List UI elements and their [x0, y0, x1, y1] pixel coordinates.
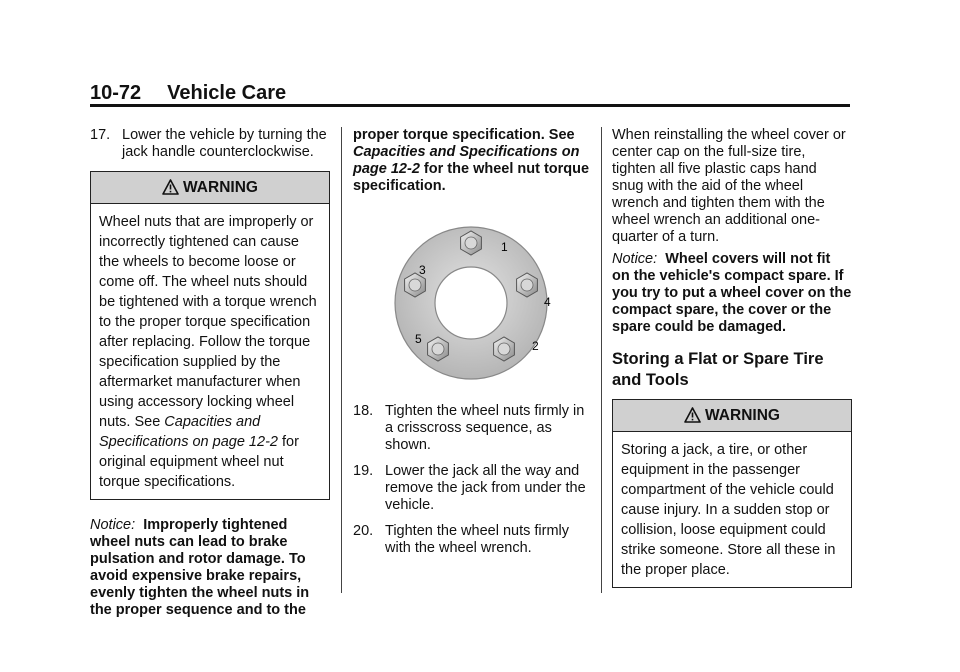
- cross-reference-link[interactable]: Capacities and Specifications on page 12-2: [99, 414, 278, 450]
- notice-text: Improperly tightened wheel nuts can lead to brake pulsation and rotor damage. To avoid expensive brake repairs, evenly tighten the wheel nuts in the proper sequence and to the: [90, 517, 310, 618]
- warning-triangle-icon: [162, 179, 179, 195]
- wheel-cover-paragraph: When reinstalling the wheel cover or center cap on the full-size tire, tighten all five plastic caps hand snug with the aid of the wheel wrench and tighten them with the wheel wrench an additional one-quarter of a turn.: [612, 127, 846, 245]
- step-19: [353, 463, 593, 514]
- lug-nut-center: [432, 343, 444, 355]
- lug-label-4: 4: [544, 295, 551, 309]
- warning-title: WARNING: [183, 179, 258, 196]
- lug-label-5: 5: [415, 332, 422, 346]
- warning-header: [613, 400, 851, 432]
- step-number: 18.: [353, 403, 374, 419]
- warning-text-end: for original equipment wheel nut torque specifications.: [99, 434, 299, 490]
- lug-nut-center: [409, 279, 421, 291]
- lug-label-1: 1: [501, 240, 508, 254]
- page-number: 10-72: [90, 82, 142, 104]
- notice-label: Notice:: [612, 251, 658, 267]
- column-divider: [341, 127, 342, 593]
- warning-box: [612, 399, 852, 588]
- warning-text: Wheel nuts that are improperly or incorrectly tightened can cause the wheels to become loose or come off. The wheel nuts should be tightened with a torque wrench to the proper torque specification after replacing. Follow the torque specification supplied by the aftermarket manufacturer when using accessory locking wheel nuts. See: [99, 214, 317, 430]
- step-text: Tighten the wheel nuts firmly with the wheel wrench.: [385, 523, 570, 556]
- lug-label-3: 3: [419, 263, 426, 277]
- warning-title: WARNING: [705, 407, 780, 424]
- step-list: [353, 403, 593, 557]
- notice-paragraph: [612, 251, 852, 336]
- lug-nut-sequence-diagram: [391, 223, 551, 383]
- continued-notice: [353, 127, 593, 195]
- step-17: [90, 127, 330, 161]
- column-divider: [601, 127, 602, 593]
- warning-triangle-icon: [684, 407, 701, 423]
- warning-box: [90, 171, 330, 500]
- step-text: Lower the vehicle by turning the jack handle counterclockwise.: [122, 127, 327, 160]
- cross-reference-link[interactable]: Capacities and Specifications on page 12-2: [353, 144, 580, 177]
- page-header: [90, 82, 286, 105]
- page-title: Vehicle Care: [167, 82, 287, 104]
- step-number: 20.: [353, 523, 374, 539]
- notice-text: Wheel covers will not fit on the vehicle's compact spare. If you try to put a wheel cover on the compact spare, the cover or the spare could be damaged.: [612, 251, 852, 335]
- lug-nut-center: [498, 343, 510, 355]
- step-text: Tighten the wheel nuts firmly in a crisscross sequence, as shown.: [385, 403, 585, 453]
- step-text: Lower the jack all the way and remove the jack from under the vehicle.: [385, 463, 586, 513]
- column-middle: [353, 127, 593, 566]
- notice-label: Notice:: [90, 517, 136, 533]
- step-number: 17.: [90, 127, 111, 143]
- header-rule: [90, 104, 850, 107]
- warning-body: [91, 204, 329, 499]
- step-number: 19.: [353, 463, 374, 479]
- section-heading: Storing a Flat or Spare Tire and Tools: [612, 350, 824, 389]
- lug-label-2: 2: [532, 339, 539, 353]
- column-left: [90, 127, 330, 624]
- continued-text: proper torque specification. See: [353, 127, 575, 143]
- step-20: [353, 523, 593, 557]
- column-right: [612, 127, 852, 605]
- continued-text-end: for the wheel nut torque specification.: [353, 161, 590, 194]
- warning-body: Storing a jack, a tire, or other equipment in the passenger compartment of the vehicle could cause injury. In a sudden stop or collision, loose equipment could strike someone. Store all these in the proper place.: [621, 442, 836, 578]
- notice-paragraph: [90, 517, 330, 619]
- lug-nut-center: [521, 279, 533, 291]
- center-bore: [435, 267, 507, 339]
- lug-nut-center: [465, 237, 477, 249]
- warning-header: [91, 172, 329, 204]
- step-18: [353, 403, 593, 454]
